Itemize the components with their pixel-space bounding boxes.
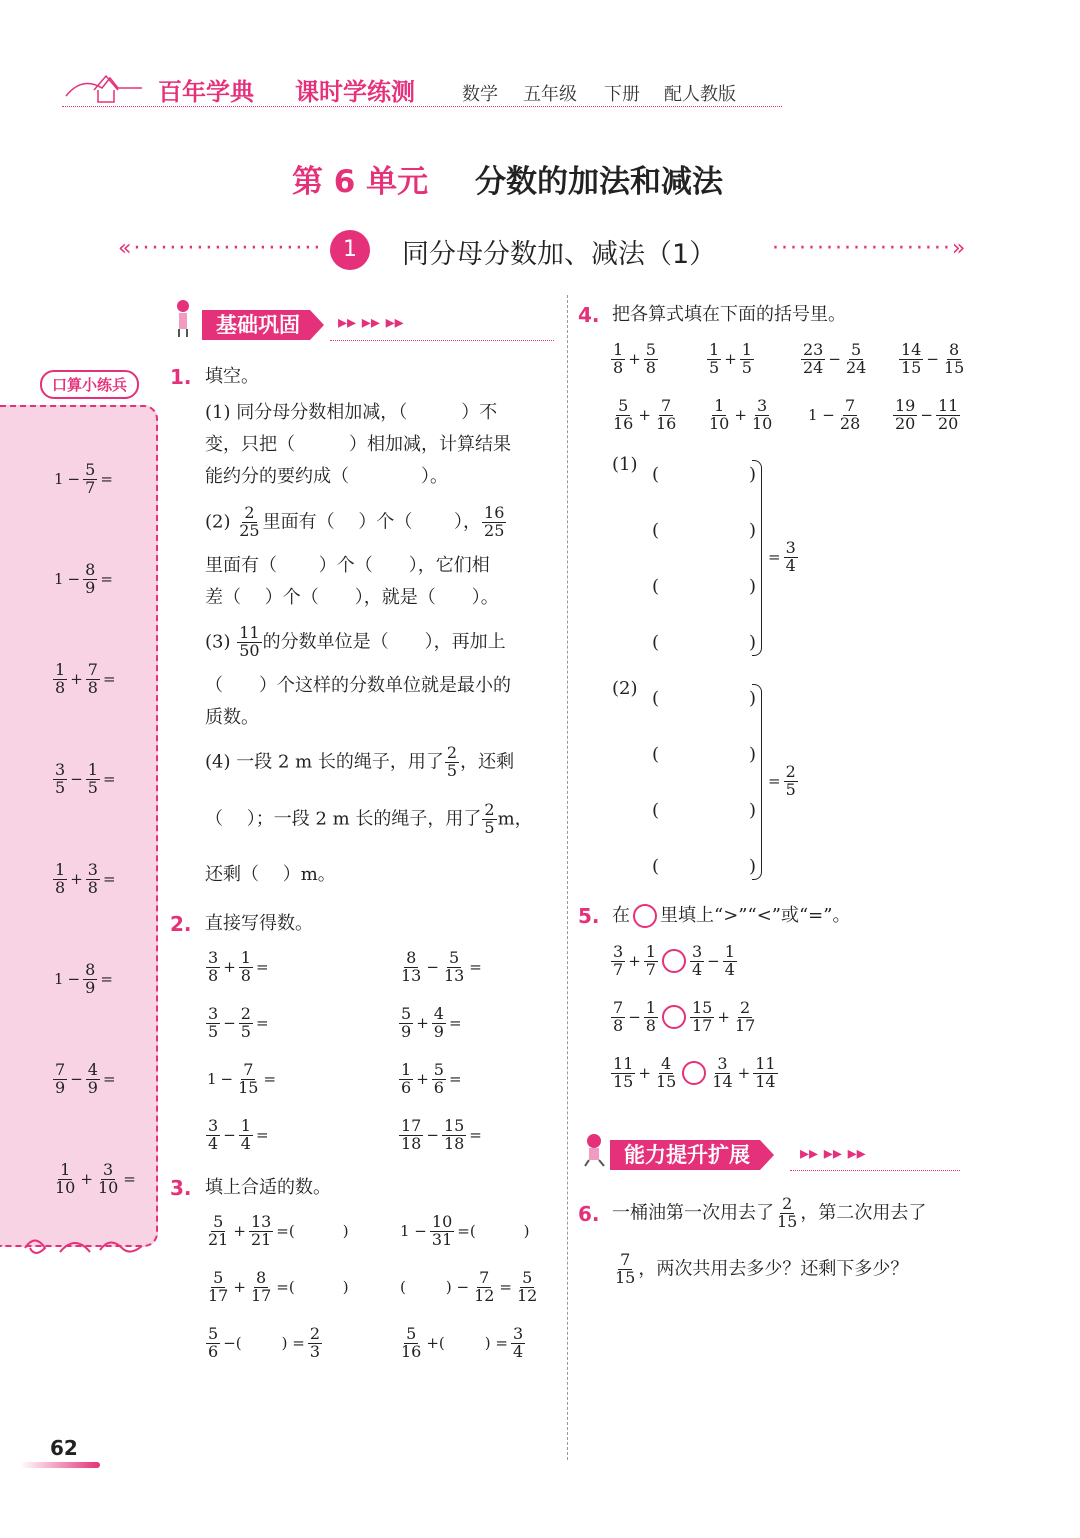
q4-expr-2: $\frac{1}{5}$ + $\frac{1}{5}$ [709, 340, 752, 377]
header-brand-2: 课时学练测 [295, 78, 415, 106]
q1-p4-fraction-b: $\frac{2}{5}$ [484, 800, 495, 837]
q1-title: 填空。 [205, 366, 259, 387]
q1-number: 1. [170, 365, 192, 389]
sidebar-swirl-decoration [20, 1228, 150, 1273]
q4-title: 把各算式填在下面的括号里。 [612, 304, 846, 325]
section2-arrows: ▸▸ ▸▸ ▸▸ [800, 1143, 866, 1164]
q5-item-2: $\frac{7}{8}$ − $\frac{1}{8}$ $\frac{15}{17}$ + $\frac{2}{17}$ [613, 998, 756, 1035]
q4-group1-paren-2: ( ) [652, 520, 757, 541]
unit-title [292, 156, 723, 201]
q6-line1: 一桶油第一次用去了 $\frac{2}{15}$ ，第二次用去了 [612, 1194, 927, 1231]
q4-expr-7: 1 − $\frac{7}{28}$ [808, 396, 861, 433]
q4-group2-paren-3: ( ) [652, 800, 757, 821]
sidebar-exercise-1: 1 − $\frac{5}{7}$ = [54, 460, 113, 497]
header-subject: 数学 [462, 84, 498, 105]
q3-item-4: ( ) − $\frac{7}{12}$ = $\frac{5}{12}$ [400, 1268, 538, 1305]
q1-p2-fraction-a: $\frac{2}{25}$ [239, 503, 260, 540]
header-house-icon [62, 66, 152, 106]
q5-answer-circle-2[interactable] [662, 1005, 686, 1029]
q1-p1-line3: 能约分的要约成（ ）。 [205, 466, 448, 487]
q4-group1-paren-3: ( ) [652, 576, 757, 597]
section2-banner: 能力提升扩展 [610, 1140, 760, 1170]
q1-p4-fraction-a: $\frac{2}{5}$ [446, 743, 458, 780]
sidebar-exercise-8: $\frac{1}{10}$ + $\frac{3}{10}$ = [55, 1160, 136, 1197]
q4-expr-8: $\frac{19}{20}$ − $\frac{11}{20}$ [895, 396, 959, 433]
q4-number: 4. [578, 303, 600, 327]
q4-expr-4: $\frac{14}{15}$ − $\frac{8}{15}$ [901, 340, 965, 377]
q2-number: 2. [170, 912, 192, 936]
q5-item-3: $\frac{11}{15}$ + $\frac{4}{15}$ $\frac{3}{14}$ + $\frac{11}{14}$ [613, 1054, 776, 1091]
header-grade: 五年级 [523, 84, 577, 105]
q4-group2-brace [752, 684, 762, 880]
q2-item-8: $\frac{17}{18}$ − $\frac{15}{18}$ = [401, 1116, 482, 1153]
q4-expr-6: $\frac{1}{10}$ + $\frac{3}{10}$ [709, 396, 773, 433]
q5-title-circle-icon [633, 904, 657, 928]
sidebar-exercise-5: $\frac{1}{8}$ + $\frac{3}{8}$ = [55, 860, 116, 897]
q2-item-5: 1 − $\frac{7}{15}$ = [207, 1060, 277, 1097]
sidebar-exercise-6: 1 − $\frac{8}{9}$ = [54, 960, 113, 997]
lesson-right-arrows: ····················» [772, 236, 968, 261]
lesson-title: 同分母分数加、减法（1） [402, 239, 717, 270]
q2-item-3: $\frac{3}{5}$ − $\frac{2}{5}$ = [208, 1004, 269, 1041]
q1-p3-line2: （ ）个这样的分数单位就是最小的 [205, 675, 511, 696]
section1-banner: 基础巩固 [202, 310, 310, 340]
header-volume: 下册 [604, 84, 640, 105]
q1-p2-label: (2) [205, 511, 231, 533]
q1-p4-line3: 还剩（ ）m。 [205, 864, 336, 885]
q3-item-2: 1 − $\frac{10}{31}$ =( ) [400, 1212, 530, 1249]
sidebar-panel [0, 405, 158, 1247]
unit-name: 分数的加法和减法 [474, 164, 723, 200]
sidebar-title: 口算小练兵 [40, 370, 139, 399]
q6-number: 6. [578, 1202, 600, 1226]
unit-number: 第 6 单元 [292, 164, 429, 200]
q4-group2-paren-4: ( ) [652, 856, 757, 877]
section2-girl-icon [582, 1132, 608, 1168]
q1-p2-line2: 里面有（ ）个（ ），它们相 [205, 555, 490, 576]
q1-p2-line1 [205, 505, 507, 540]
q1-p4-line2: （ ）；一段 2 m 长的绳子，用了 $\frac{2}{5}$ m， [205, 800, 533, 837]
q5-number: 5. [578, 904, 600, 928]
q3-item-6: $\frac{5}{16}$ +( ) = $\frac{3}{4}$ [401, 1324, 524, 1361]
q2-item-7: $\frac{3}{4}$ − $\frac{1}{4}$ = [208, 1116, 269, 1153]
q4-group2-result: = $\frac{2}{5}$ [768, 762, 796, 799]
header-edition: 配人教版 [664, 84, 736, 105]
q1-p3-fraction: $\frac{11}{50}$ [239, 623, 260, 660]
q2-title: 直接写得数。 [205, 913, 313, 934]
q3-number: 3. [170, 1176, 192, 1200]
q4-group2-paren-1: ( ) [652, 688, 757, 709]
q2-item-2: $\frac{8}{13}$ − $\frac{5}{13}$ = [401, 948, 482, 985]
q5-answer-circle-1[interactable] [662, 949, 686, 973]
q1-p3-line1: (3) $\frac{11}{50}$ 的分数单位是（ ），再加上 [205, 623, 506, 660]
sidebar-exercise-7: $\frac{7}{9}$ − $\frac{4}{9}$ = [55, 1060, 116, 1097]
q4-group2-paren-2: ( ) [652, 744, 757, 765]
q1-p1-line2: 变，只把（ ）相加减，计算结果 [205, 434, 511, 455]
q4-group1-label: (1) [612, 454, 638, 475]
q2-item-6: $\frac{1}{6}$ + $\frac{5}{6}$ = [401, 1060, 462, 1097]
page-number-bar [20, 1462, 100, 1468]
q6-fraction-2: $\frac{7}{15}$ [615, 1250, 636, 1287]
lesson-number-badge: 1 [330, 230, 370, 270]
section1-rule [330, 340, 554, 341]
q1-p2-fraction-b: $\frac{16}{25}$ [484, 503, 505, 540]
q4-group2-label: (2) [612, 678, 638, 699]
q3-title: 填上合适的数。 [205, 1177, 331, 1198]
column-divider [567, 295, 568, 1460]
page-number: 62 [50, 1436, 78, 1460]
q4-group1-paren-1: ( ) [652, 464, 757, 485]
q2-item-1: $\frac{3}{8}$ + $\frac{1}{8}$ = [208, 948, 269, 985]
q3-item-1: $\frac{5}{21}$ + $\frac{13}{21}$ =( ) [208, 1212, 349, 1249]
sidebar-exercise-2: 1 − $\frac{8}{9}$ = [54, 560, 113, 597]
q5-answer-circle-3[interactable] [682, 1061, 706, 1085]
sidebar-exercise-3: $\frac{1}{8}$ + $\frac{7}{8}$ = [55, 660, 116, 697]
q4-group1-result: = $\frac{3}{4}$ [768, 538, 796, 575]
sidebar-exercise-4: $\frac{3}{5}$ − $\frac{1}{5}$ = [55, 760, 116, 797]
q1-p4-line1: (4) 一段 2 m 长的绳子，用了 $\frac{2}{5}$ ，还剩 [205, 743, 515, 780]
q4-group1-paren-4: ( ) [652, 632, 757, 653]
header-brand-1: 百年学典 [158, 78, 254, 106]
q4-expr-3: $\frac{23}{24}$ − $\frac{5}{24}$ [803, 340, 867, 377]
q1-p3-line3: 质数。 [205, 707, 259, 728]
q4-expr-5: $\frac{5}{16}$ + $\frac{7}{16}$ [613, 396, 677, 433]
q1-p1-line1: (1) 同分母分数相加减，（ ）不 [205, 402, 498, 423]
q1-p2-line3: 差（ ）个（ ），就是（ ）。 [205, 587, 499, 608]
q5-title: 在 里填上“>”“<”或“=”。 [612, 905, 851, 926]
section1-arrows: ▸▸ ▸▸ ▸▸ [338, 312, 404, 333]
section1-girl-icon [174, 298, 192, 338]
q3-item-3: $\frac{5}{17}$ + $\frac{8}{17}$ =( ) [208, 1268, 349, 1305]
q2-item-4: $\frac{5}{9}$ + $\frac{4}{9}$ = [401, 1004, 462, 1041]
q1-p2-text: 里面有（ ）个（ ）， [262, 511, 482, 533]
section2-rule [790, 1170, 960, 1171]
q4-group1-brace [752, 460, 762, 656]
q4-expr-1: $\frac{1}{8}$ + $\frac{5}{8}$ [613, 340, 656, 377]
q6-fraction-1: $\frac{2}{15}$ [777, 1194, 798, 1231]
lesson-left-arrows: «····················· [118, 236, 323, 261]
q3-item-5: $\frac{5}{6}$ −( ) = $\frac{2}{3}$ [208, 1324, 320, 1361]
q6-line2: $\frac{7}{15}$ ，两次共用去多少？还剩下多少？ [615, 1250, 909, 1287]
header-rule [62, 106, 782, 107]
q5-item-1: $\frac{3}{7}$ + $\frac{1}{7}$ $\frac{3}{4}$ − $\frac{1}{4}$ [613, 942, 735, 979]
